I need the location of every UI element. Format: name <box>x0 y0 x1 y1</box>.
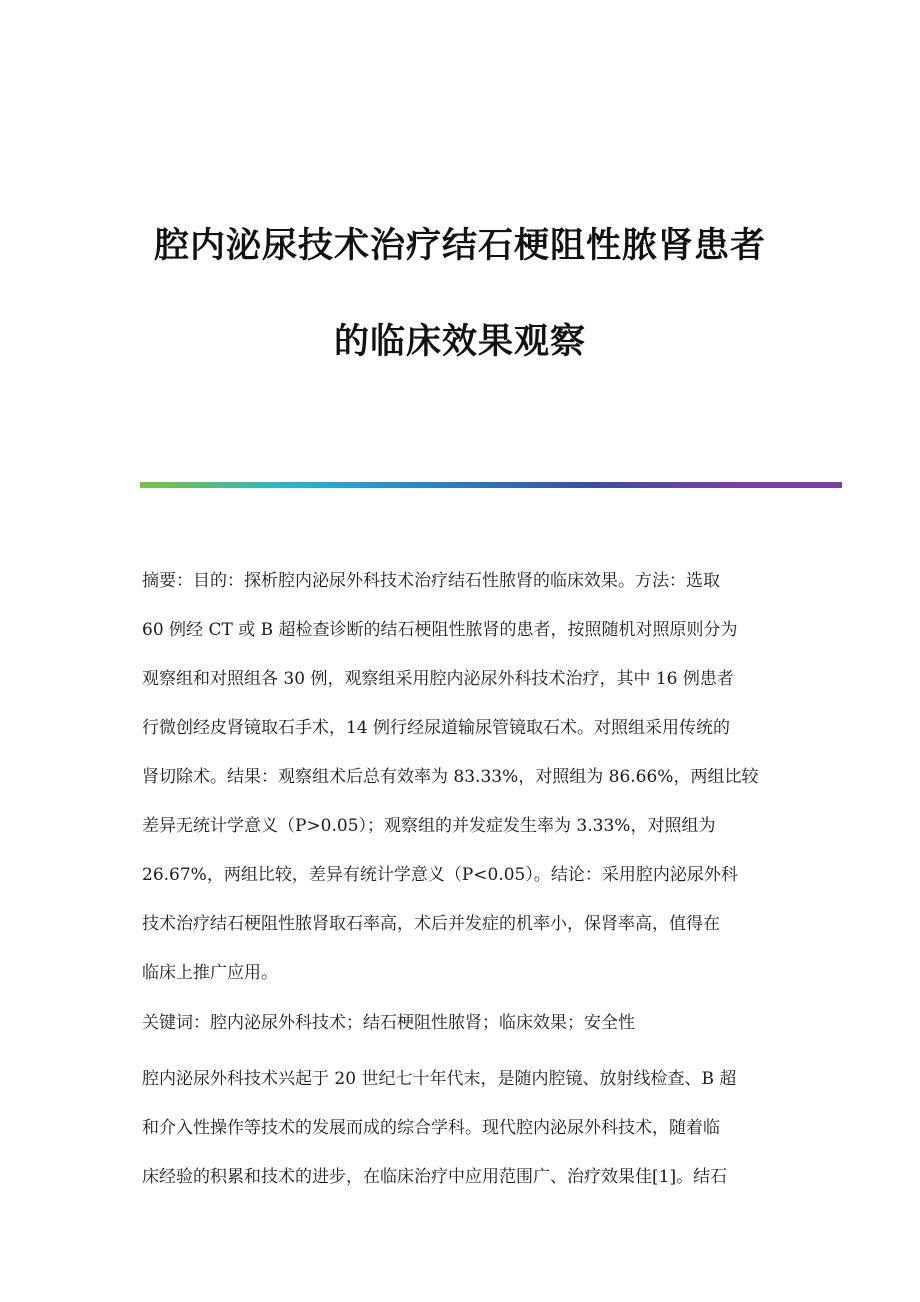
keywords-line: 关键词：腔内泌尿外科技术；结石梗阻性脓肾；临床效果；安全性 <box>142 1013 635 1033</box>
abstract-line: 观察组和对照组各 30 例，观察组采用腔内泌尿外科技术治疗，其中 16 例患者 <box>142 669 734 689</box>
divider-segment-green <box>140 482 290 488</box>
abstract-line: 行微创经皮肾镜取石手术，14 例行经尿道输尿管镜取石术。对照组采用传统的 <box>142 718 731 738</box>
abstract-line: 26.67%，两组比较，差异有统计学意义（P<0.05）。结论：采用腔内泌尿外科 <box>142 865 738 885</box>
abstract-line: 摘要：目的：探析腔内泌尿外科技术治疗结石性脓肾的临床效果。方法：选取 <box>142 571 720 591</box>
keywords-paragraph <box>142 1008 782 1057</box>
abstract-line: 差异无统计学意义（P>0.05）；观察组的并发症发生率为 3.33%，对照组为 <box>142 816 716 836</box>
document-title-line-2: 的临床效果观察 <box>333 322 586 362</box>
body-line: 和介入性操作等技术的发展而成的综合学科。现代腔内泌尿外科技术，随着临 <box>142 1118 720 1138</box>
body-line: 腔内泌尿外科技术兴起于 20 世纪七十年代末，是随内腔镜、放射线检查、B 超 <box>142 1069 737 1089</box>
abstract-line: 肾切除术。结果：观察组术后总有效率为 83.33%，对照组为 86.66%，两组比较 <box>142 767 759 787</box>
body-paragraph <box>142 1064 782 1211</box>
abstract-line: 60 例经 CT 或 B 超检查诊断的结石梗阻性脓肾的患者，按照随机对照原则分为 <box>142 620 738 640</box>
divider-segment-cyan <box>290 482 440 488</box>
body-line: 床经验的积累和技术的进步，在临床治疗中应用范围广、治疗效果佳[1]。结石 <box>142 1167 728 1187</box>
gradient-divider <box>140 482 842 488</box>
abstract-line: 临床上推广应用。 <box>142 963 278 983</box>
document-title-line-1: 腔内泌尿技术治疗结石梗阻性脓肾患者 <box>153 226 766 266</box>
abstract-line: 技术治疗结石梗阻性脓肾取石率高，术后并发症的机率小，保肾率高，值得在 <box>142 914 720 934</box>
abstract-paragraph <box>142 566 782 1007</box>
divider-segment-navy <box>590 482 740 488</box>
divider-segment-purple <box>740 482 842 488</box>
divider-segment-blue <box>440 482 590 488</box>
